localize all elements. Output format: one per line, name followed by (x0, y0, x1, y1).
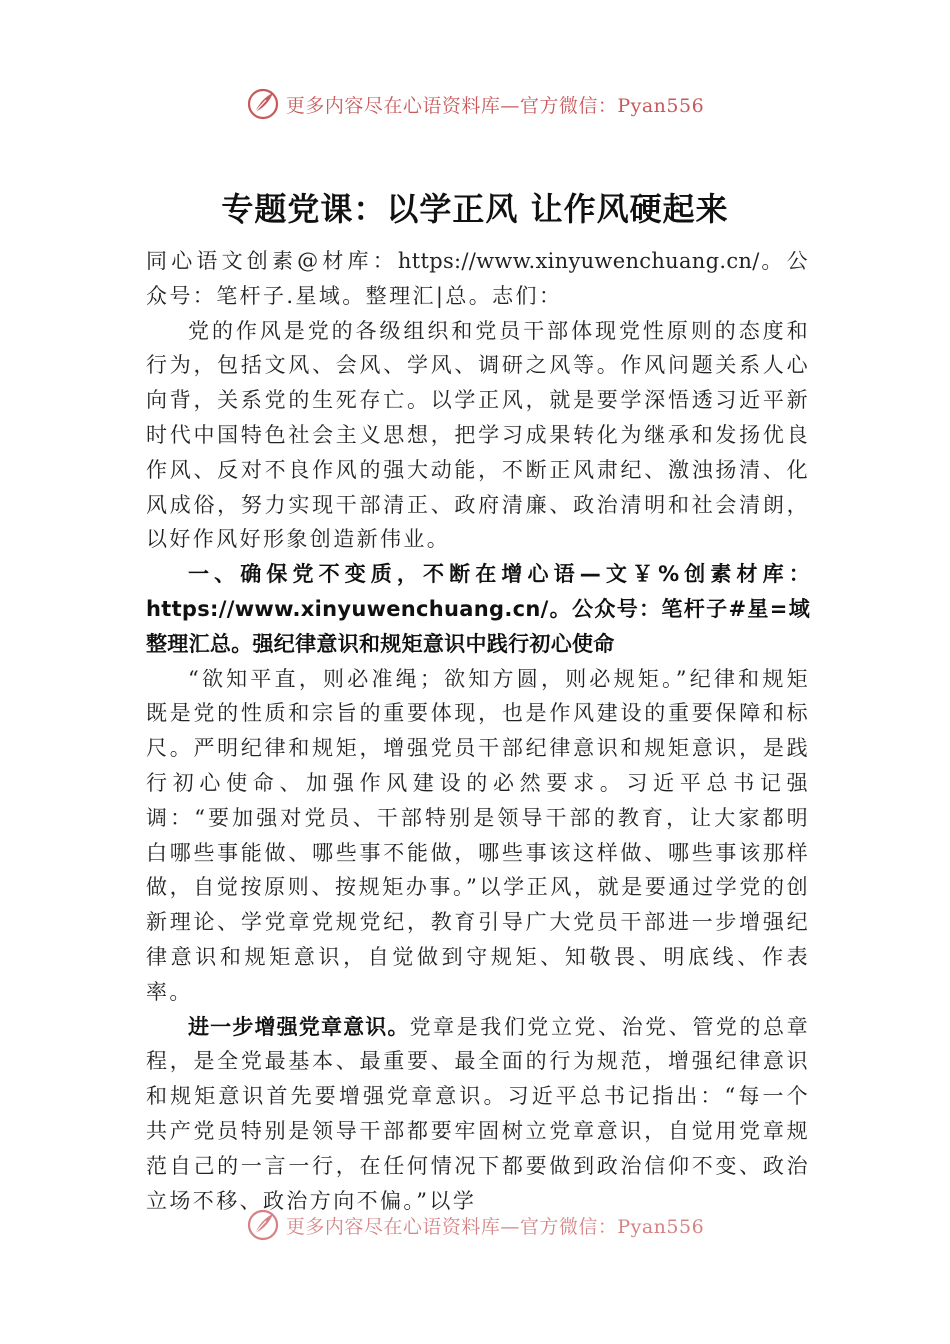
feather-pen-logo-icon (246, 87, 280, 121)
intro-url: https://www.xinyuwenchuang.cn/ (397, 249, 760, 273)
feather-pen-logo-icon (246, 1208, 280, 1242)
document-body (146, 244, 810, 1219)
watermark-banner-bottom (0, 1205, 950, 1245)
paragraph-1: 党的作风是党的各级组织和党员干部体现党性原则的态度和行为，包括文风、会风、学风、调研之风等。作风问题关系人心向背，关系党的生死存亡。以学正风，就是要学深悟透习近平新时代中国特色社会主义思想，把学习成果转化为继承和发扬优良作风、反对不良作风的强大动能，不断正风肃纪、激浊扬清、化风成俗，努力实现干部清正、政府清廉、政治清明和社会清朗，以好作风好形象创造新伟业。 (146, 318, 810, 552)
paragraph-3-lead: 进一步增强党章意识。 (188, 1014, 410, 1039)
intro-text-b: 。公众号：笔杆子.星域。整理汇|总。志们： (146, 249, 810, 308)
paragraph-2: “欲知平直，则必准绳；欲知方圆，则必规矩。”纪律和规矩既是党的性质和宗旨的重要体现，也是作风建设的重要保障和标尺。严明纪律和规矩，增强党员干部纪律意识和规矩意识，是践行初心使命、加强作风建设的必然要求。习近平总书记强调：“要加强对党员、干部特别是领导干部的教育，让大家都明白哪些事能做、哪些事不能做，哪些事该这样做、哪些事该那样做，自觉按原则、按规矩办事。”以学正风，就是要通过学党的创新理论、学党章党规党纪，教育引导广大党员干部进一步增强纪律意识和规矩意识，自觉做到守规矩、知敬畏、明底线、作表率。 (146, 666, 810, 1004)
paragraph-3-text: 党章是我们党立党、治党、管党的总章程，是全党最基本、最重要、最全面的行为规范，增强纪律意识和规矩意识首先要增强党章意识。习近平总书记指出：“每一个共产党员特别是领导干部都要牢固树立党章意识，自觉用党章规范自己的一言一行，在任何情况下都要做到政治信仰不变、政治立场不移、政治方向不偏。”以学 (146, 1014, 810, 1213)
document-title: 专题党课：以学正风 让作风硬起来 (221, 190, 729, 228)
watermark-text-top: 更多内容尽在心语资料库—官方微信：Pyan556 (285, 94, 705, 117)
watermark-text-bottom: 更多内容尽在心语资料库—官方微信：Pyan556 (285, 1215, 705, 1238)
intro-text-a: 同心语文创素@材库： (146, 249, 398, 273)
paragraph-3 (146, 1010, 810, 1219)
section-heading-1: 一、确保党不变质，不断在增心语—文￥%创素材库：https://www.xinyuwenchuang.cn/。公众号：笔杆子#星=域整理汇总。强纪律意识和规矩意识中践行初心使命 (146, 562, 810, 656)
watermark-banner-top (0, 84, 950, 124)
intro-paragraph (146, 244, 810, 314)
